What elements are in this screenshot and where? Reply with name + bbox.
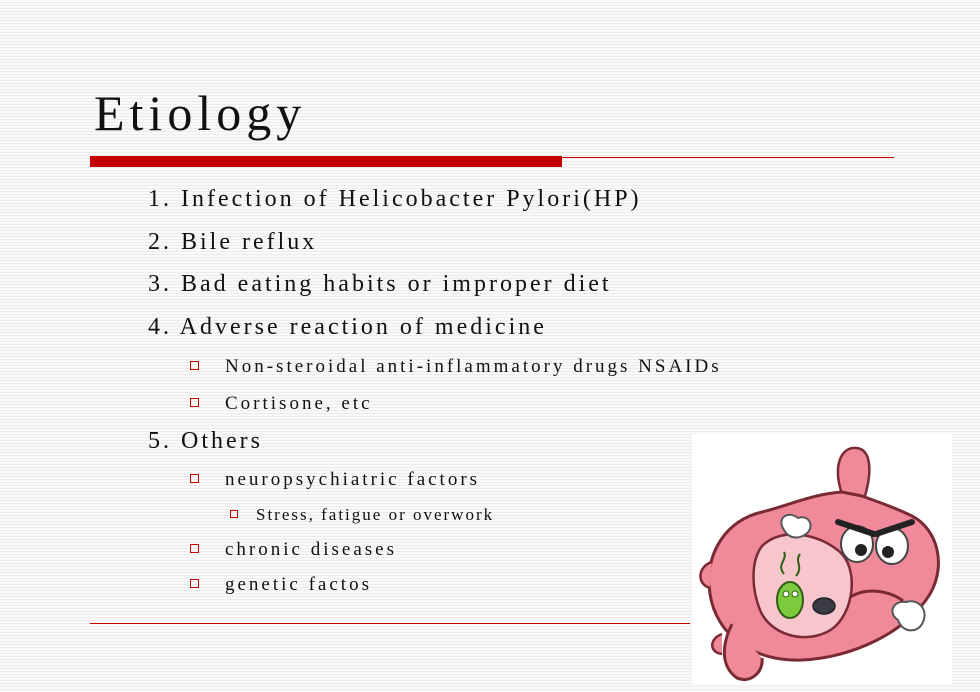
list-item-others bbox=[148, 429, 263, 453]
list-item-text: 2. Bile reflux bbox=[148, 229, 318, 255]
square-bullet-icon bbox=[190, 474, 199, 483]
sub-item-chronic-diseases bbox=[190, 540, 397, 559]
sub-item-neuropsychiatric bbox=[190, 470, 480, 489]
list-item-text: 3. Bad eating habits or improper diet bbox=[148, 271, 612, 297]
sub-item-nsaids bbox=[190, 357, 722, 376]
sub-item-text: Cortisone, etc bbox=[225, 393, 373, 414]
sub-sub-item-stress bbox=[230, 506, 494, 523]
list-item-text: 4. Adverse reaction of medicine bbox=[148, 314, 547, 340]
square-bullet-icon bbox=[190, 398, 199, 407]
list-item-hp-infection bbox=[148, 187, 642, 211]
title-underline-thick bbox=[90, 156, 562, 167]
sub-sub-item-text: Stress, fatigue or overwork bbox=[256, 505, 495, 524]
square-bullet-icon bbox=[190, 361, 199, 370]
stomach-cartoon-illustration bbox=[692, 434, 952, 684]
sub-item-genetic-factors bbox=[190, 575, 372, 594]
sub-item-cortisone bbox=[190, 394, 373, 413]
square-bullet-icon bbox=[190, 579, 199, 588]
list-item-adverse-reaction bbox=[148, 315, 547, 339]
title-underline-thin bbox=[562, 157, 894, 158]
square-bullet-icon bbox=[230, 510, 238, 518]
stomach-cartoon-icon bbox=[692, 434, 952, 684]
list-item-eating-habits bbox=[148, 272, 612, 296]
list-item-text: 1. Infection of Helicobacter Pylori(HP) bbox=[148, 186, 642, 212]
list-item-text: 5. Others bbox=[148, 428, 263, 454]
sub-item-text: genetic factos bbox=[225, 574, 372, 595]
slide-title: Etiology bbox=[94, 85, 307, 141]
list-item-bile-reflux bbox=[148, 230, 317, 254]
sub-item-text: Non-steroidal anti-inflammatory drugs NSAIDs bbox=[225, 356, 722, 377]
square-bullet-icon bbox=[190, 544, 199, 553]
sub-item-text: chronic diseases bbox=[225, 539, 397, 560]
bottom-divider bbox=[90, 623, 690, 624]
sub-item-text: neuropsychiatric factors bbox=[225, 469, 481, 490]
